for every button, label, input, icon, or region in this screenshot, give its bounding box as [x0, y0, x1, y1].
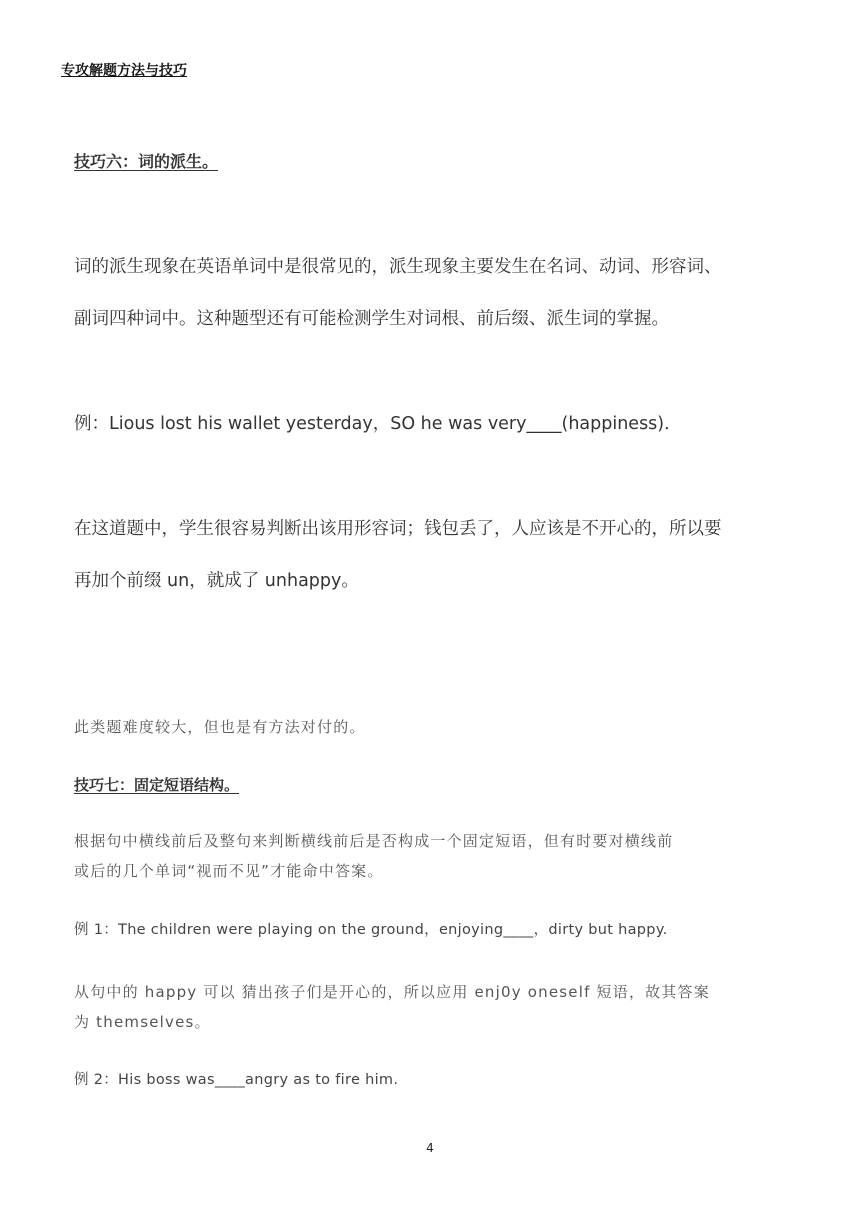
- section-heading-phrases: 技巧七：固定短语结构。: [74, 776, 240, 794]
- example-sentence: 例：Lious lost his wallet yesterday，SO he was very____(happiness)．: [74, 414, 682, 434]
- explanation-line: 从句中的 happy 可以 猜出孩子们是开心的，所以应用 enj0y oneself 短语，故其答案: [74, 983, 710, 1001]
- paragraph-line: 副词四种词中。这种题型还有可能检测学生对词根、前后缀、派生词的掌握。: [74, 309, 669, 329]
- page-number: 4: [426, 1141, 434, 1155]
- paragraph-line: 再加个前缀 un，就成了 unhappy。: [74, 571, 359, 591]
- page-header-title: 专攻解题方法与技巧: [61, 63, 187, 79]
- paragraph-line: 根据句中横线前后及整句来判断横线前后是否构成一个固定短语，但有时要对横线前: [74, 832, 674, 850]
- explanation-line: 为 themselves。: [74, 1013, 211, 1031]
- section-heading-derivation: 技巧六：词的派生。: [74, 152, 219, 171]
- paragraph-line: 词的派生现象在英语单词中是很常见的，派生现象主要发生在名词、动词、形容词、: [74, 257, 722, 277]
- example-sentence-2: 例 2：His boss was____angry as to fire him.: [74, 1072, 399, 1088]
- example-sentence-1: 例 1：The children were playing on the ground，enjoying____，dirty but happy.: [74, 922, 668, 938]
- paragraph-line: 或后的几个单词“视而不见”才能命中答案。: [74, 862, 384, 880]
- difficulty-note: 此类题难度较大，但也是有方法对付的。: [74, 718, 366, 736]
- paragraph-line: 在这道题中，学生很容易判断出该用形容词；钱包丢了，人应该是不开心的，所以要: [74, 519, 722, 539]
